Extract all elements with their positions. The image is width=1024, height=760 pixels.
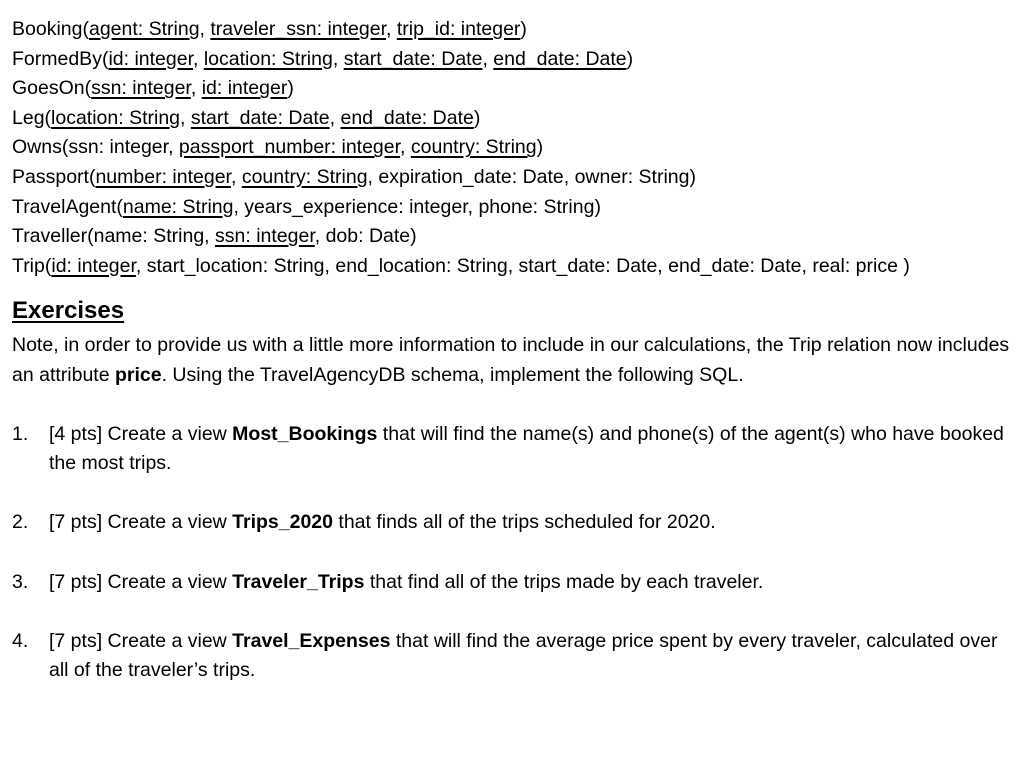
separator: ) — [626, 47, 634, 70]
view-name: Most_Bookings — [232, 422, 378, 445]
question-suffix: that will find the name(s) and phone(s) of the agent(s) who have booked the most trips. — [49, 422, 1004, 475]
key-attribute: agent: String — [88, 18, 200, 40]
schema-goeson — [12, 74, 1012, 104]
key-attribute: id: integer — [51, 254, 136, 277]
note-text: Note, in order to provide us with a little more information to include in our calculations, the Trip relation now includes an attribute — [12, 334, 1010, 386]
question-number: 3. — [12, 570, 29, 593]
question-prefix: [4 pts] Create a view — [49, 422, 233, 445]
question-suffix: that finds all of the trips scheduled for 2020. — [333, 511, 716, 534]
separator: , — [332, 47, 344, 70]
question-prefix: [7 pts] Create a view — [49, 570, 233, 593]
separator: , — [193, 47, 204, 70]
key-attribute: number: integer — [95, 165, 231, 188]
key-attribute: country: String — [410, 136, 537, 159]
key-attribute: end_date: Date — [493, 47, 627, 70]
key-attribute: traveler_ssn: integer — [210, 18, 386, 40]
schema-leg — [12, 104, 1012, 134]
question-prefix: [7 pts] Create a view — [49, 511, 233, 534]
schema-booking — [12, 15, 1012, 45]
question-number: 4. — [12, 629, 29, 652]
relation-name: TravelAgent( — [12, 195, 123, 218]
key-attribute: location: String — [203, 47, 333, 70]
key-attribute: name: String — [122, 195, 234, 218]
relation-name: Traveller(name: String, — [12, 225, 216, 248]
relation-name: Leg( — [12, 106, 52, 129]
question-text — [49, 508, 1012, 538]
separator: , — [482, 47, 494, 70]
relation-name: Passport( — [12, 165, 96, 188]
separator: , — [180, 106, 191, 129]
exercises-heading: Exercises — [12, 297, 125, 325]
question-text — [49, 627, 1012, 686]
key-attribute: id: integer — [201, 77, 288, 100]
schema-traveller — [12, 222, 1012, 252]
key-attribute: ssn: integer — [91, 77, 191, 100]
separator: , — [329, 106, 341, 129]
schema-passport — [12, 163, 1012, 193]
question-suffix: that will find the average price spent by every traveler, calculated over all of the traveler’s trips. — [49, 629, 998, 682]
separator: , — [199, 18, 211, 40]
attribute-list: , dob: Date) — [314, 225, 417, 248]
relation-name: GoesOn( — [12, 77, 92, 100]
relation-name: Booking( — [12, 18, 89, 40]
relation-name: Trip( — [12, 254, 52, 277]
separator: , — [190, 77, 202, 100]
separator: , — [400, 136, 411, 159]
key-attribute: location: String — [51, 106, 181, 129]
view-name: Traveler_Trips — [232, 570, 365, 593]
key-attribute: start_date: Date — [343, 47, 483, 70]
question-number: 1. — [12, 422, 29, 445]
question-prefix: [7 pts] Create a view — [49, 629, 233, 652]
question-item — [12, 508, 1012, 538]
question-number: 2. — [12, 511, 29, 534]
separator: , — [386, 18, 397, 40]
separator: ) — [287, 77, 294, 100]
question-item — [12, 627, 1012, 686]
question-list — [12, 420, 1012, 686]
separator: ) — [473, 106, 481, 129]
question-suffix: that find all of the trips made by each traveler. — [364, 570, 764, 593]
key-attribute: id: integer — [108, 47, 193, 70]
view-name: Trips_2020 — [232, 511, 333, 534]
separator: ) — [536, 136, 544, 159]
schema-travelagent — [12, 193, 1012, 223]
note-bold-term: price — [114, 363, 162, 386]
separator: , — [230, 165, 242, 188]
key-attribute: end_date: Date — [340, 106, 474, 129]
key-attribute: start_date: Date — [190, 106, 330, 129]
question-item — [12, 420, 1012, 479]
schema-trip — [12, 252, 1012, 282]
separator: ) — [520, 18, 527, 40]
relation-name: FormedBy( — [12, 47, 109, 70]
key-attribute: passport_number: integer — [178, 136, 401, 159]
question-text — [49, 420, 1012, 479]
key-attribute: country: String — [241, 165, 368, 188]
note-text: . Using the TravelAgencyDB schema, implement the following SQL. — [161, 363, 744, 386]
attribute-list: , start_location: String, end_location: String, start_date: Date, end_date: Date, real: price ) — [135, 254, 910, 277]
attribute-list: , expiration_date: Date, owner: String) — [367, 165, 696, 188]
note-paragraph — [12, 331, 1017, 390]
view-name: Travel_Expenses — [232, 629, 391, 652]
schema-owns — [12, 133, 1012, 163]
relation-name: Owns(ssn: integer, — [12, 136, 179, 159]
key-attribute: ssn: integer — [215, 225, 315, 248]
attribute-list: , years_experience: integer, phone: String) — [233, 195, 601, 218]
question-item — [12, 568, 1012, 598]
question-text — [49, 568, 1012, 598]
schema-formedby — [12, 45, 1012, 75]
key-attribute: trip_id: integer — [396, 18, 521, 40]
